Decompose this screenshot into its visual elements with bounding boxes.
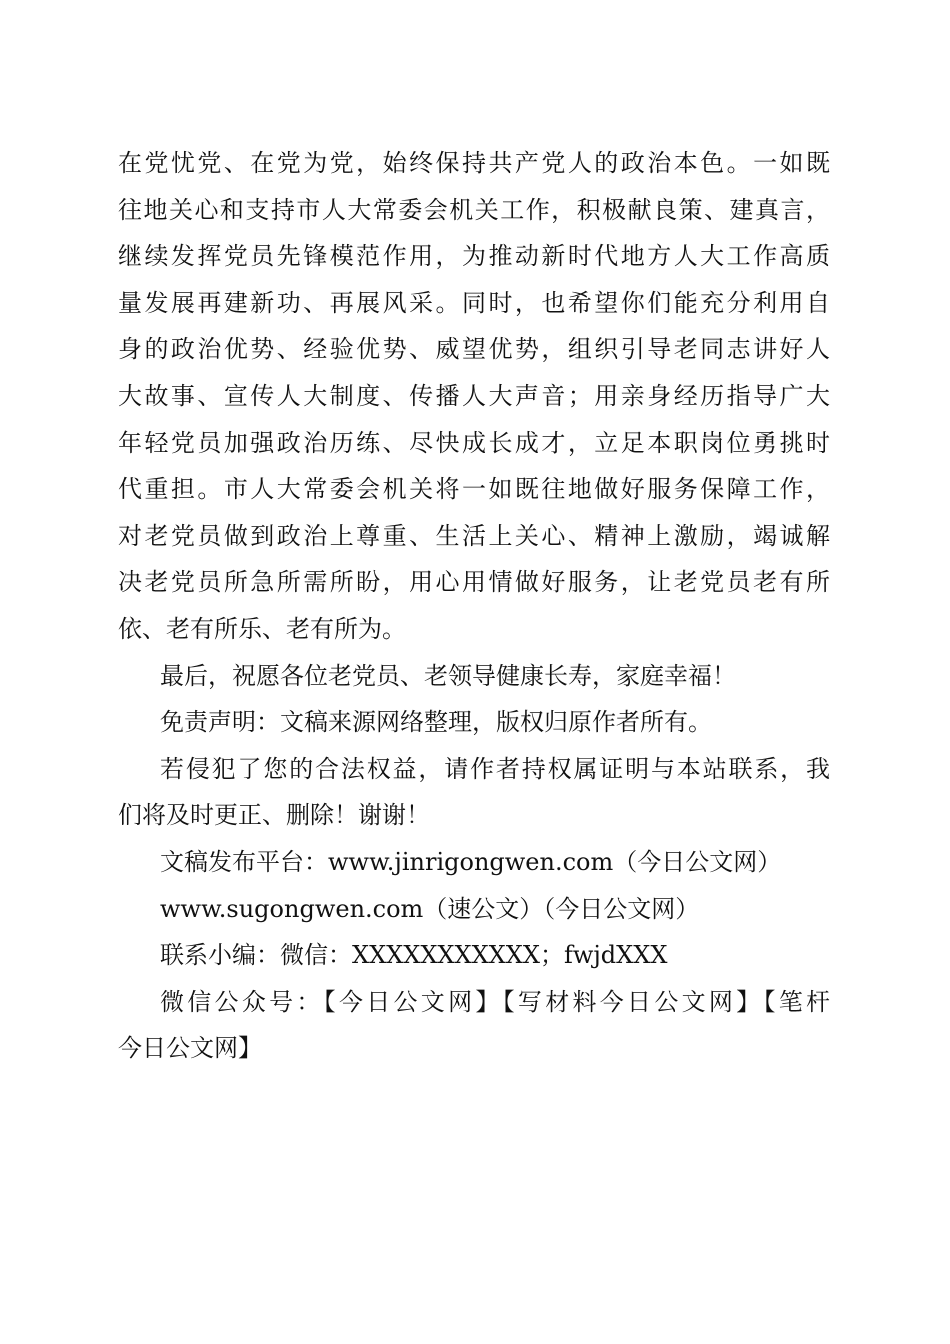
- body-line: 在党忧党、在党为党，始终保持共产党人的政治本色。一如既: [118, 149, 830, 177]
- body-line: 继续发挥党员先锋模范作用，为推动新时代地方人大工作高质: [118, 242, 830, 271]
- contact-line: 联系小编：微信：XXXXXXXXXXX；fwjdXXX: [160, 941, 668, 970]
- wechat-accounts-line: 微信公众号：【今日公文网】【写材料今日公文网】【笔杆: [160, 987, 830, 1016]
- body-line: 代重担。市人大常委会机关将一如既往地做好服务保障工作，: [118, 475, 830, 504]
- platform-line: 文稿发布平台：www.jinrigongwen.com（今日公文网）: [160, 847, 782, 876]
- closing-line: 最后，祝愿各位老党员、老领导健康长寿，家庭幸福！: [160, 661, 736, 690]
- body-line: 对老党员做到政治上尊重、生活上关心、精神上激励，竭诚解: [118, 521, 830, 550]
- body-line: 身的政治优势、经验优势、威望优势，组织引导老同志讲好人: [118, 335, 830, 364]
- body-line: 大故事、宣传人大制度、传播人大声音；用亲身经历指导广大: [118, 381, 830, 410]
- body-line: 依、老有所乐、老有所为。: [118, 614, 406, 643]
- body-line: 决老党员所急所需所盼，用心用情做好服务，让老党员老有所: [118, 568, 830, 597]
- body-line: 年轻党员加强政治历练、尽快成长成才，立足本职岗位勇挑时: [118, 428, 830, 457]
- wechat-accounts-line: 今日公文网】: [118, 1034, 262, 1063]
- body-line: 量发展再建新功、再展风采。同时，也希望你们能充分利用自: [118, 288, 830, 317]
- body-line: 往地关心和支持市人大常委会机关工作，积极献良策、建真言，: [118, 195, 830, 224]
- infringement-line: 们将及时更正、删除！谢谢！: [118, 801, 430, 830]
- mirror-line: www.sugongwen.com（速公文）（今日公文网）: [160, 894, 700, 923]
- document-body: [118, 140, 830, 1072]
- infringement-line: 若侵犯了您的合法权益，请作者持权属证明与本站联系，我: [160, 754, 830, 783]
- disclaimer-line: 免责声明：文稿来源网络整理，版权归原作者所有。: [160, 708, 712, 737]
